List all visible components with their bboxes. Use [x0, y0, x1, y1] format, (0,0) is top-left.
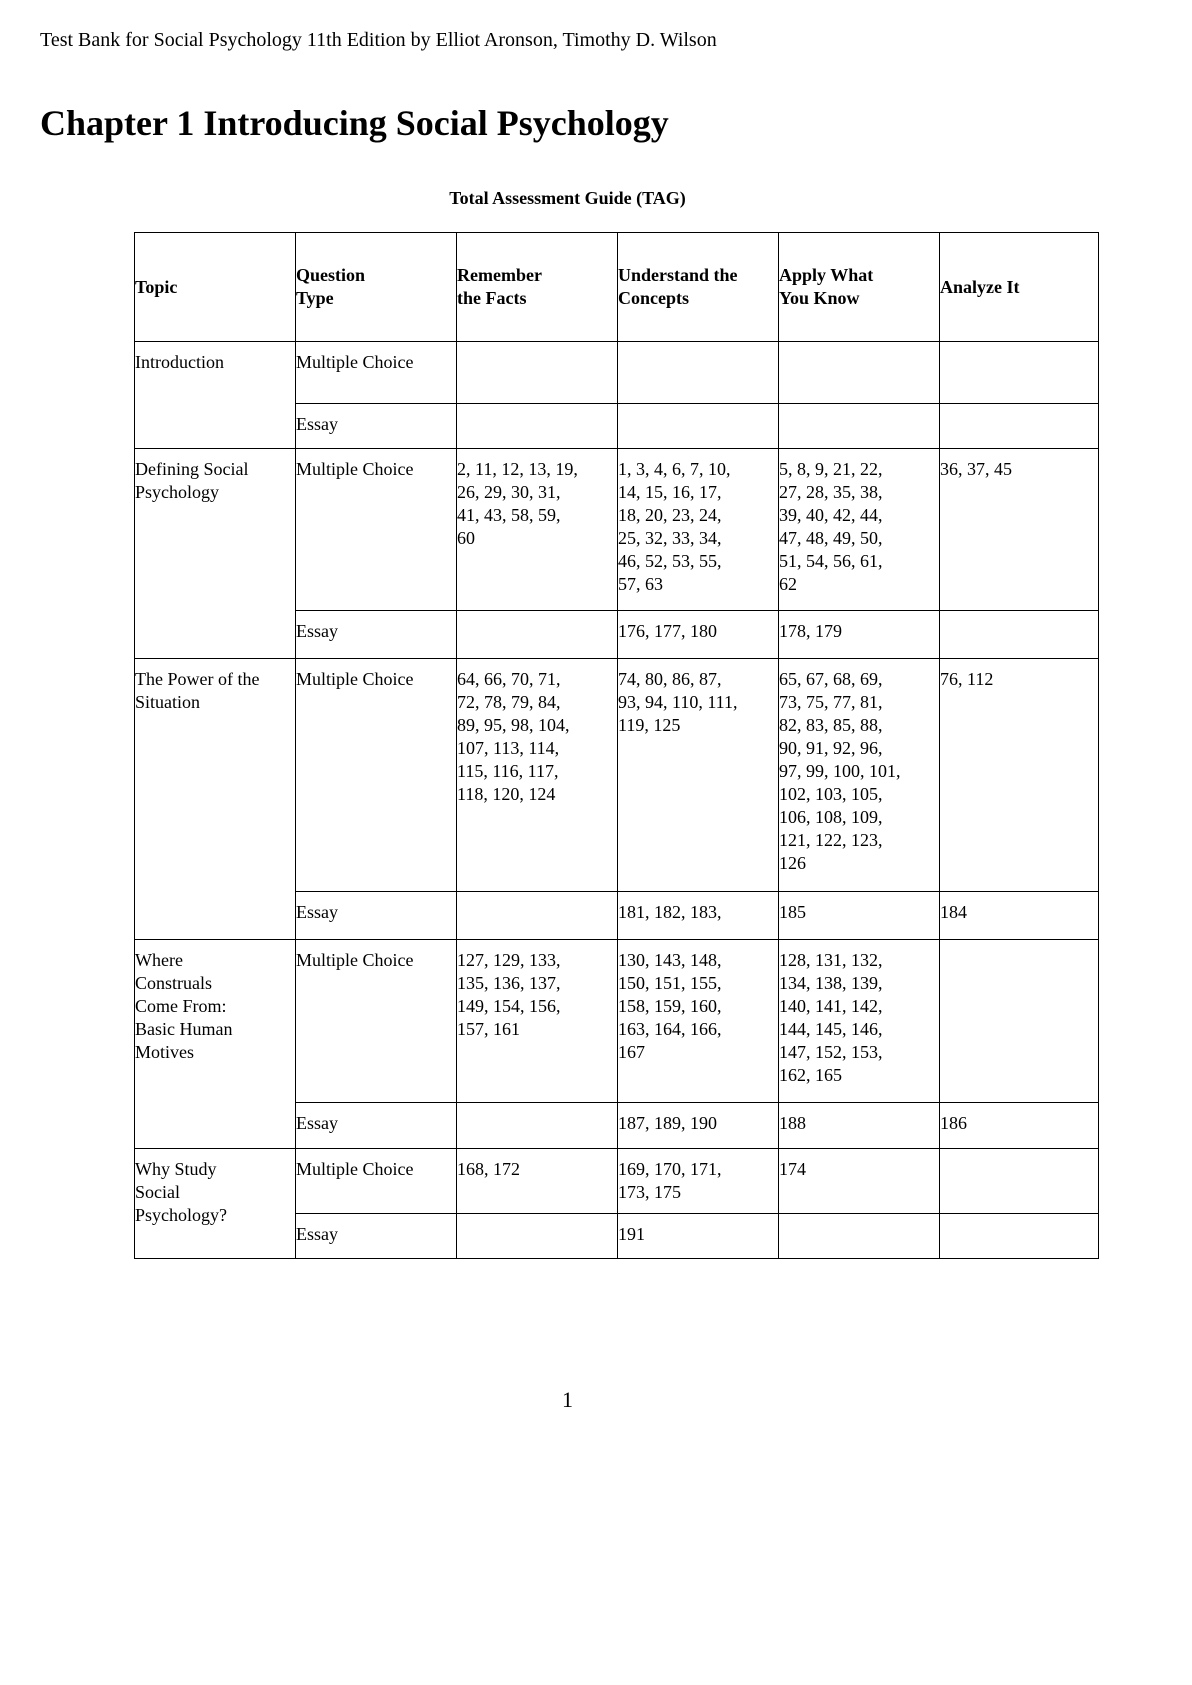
apply-cell: 178, 179 — [779, 611, 940, 659]
header-apply-what-you-know: Apply What You Know — [779, 233, 940, 342]
understand-cell — [618, 404, 779, 449]
question-type-cell: Essay — [296, 892, 457, 940]
table-row — [135, 342, 1099, 404]
analyze-cell: 36, 37, 45 — [940, 449, 1099, 611]
remember-cell — [457, 404, 618, 449]
question-type-cell: Multiple Choice — [296, 659, 457, 892]
analyze-cell: 184 — [940, 892, 1099, 940]
question-type-cell: Multiple Choice — [296, 940, 457, 1103]
understand-cell: 1, 3, 4, 6, 7, 10, 14, 15, 16, 17, 18, 20, 23, 24, 25, 32, 33, 34, 46, 52, 53, 55, 57, 63 — [618, 449, 779, 611]
topic-cell: The Power of the Situation — [135, 659, 296, 940]
apply-cell: 5, 8, 9, 21, 22, 27, 28, 35, 38, 39, 40, 42, 44, 47, 48, 49, 50, 51, 54, 56, 61, 62 — [779, 449, 940, 611]
remember-cell — [457, 892, 618, 940]
apply-cell: 185 — [779, 892, 940, 940]
page-number: 1 — [562, 1387, 573, 1412]
chapter-title: Chapter 1 Introducing Social Psychology — [40, 103, 669, 143]
analyze-cell — [940, 1149, 1099, 1214]
question-type-cell: Multiple Choice — [296, 1149, 457, 1214]
topic-cell: Introduction — [135, 342, 296, 449]
question-type-cell: Essay — [296, 1103, 457, 1149]
question-type-cell: Essay — [296, 611, 457, 659]
apply-cell — [779, 404, 940, 449]
remember-cell: 127, 129, 133, 135, 136, 137, 149, 154, 156, 157, 161 — [457, 940, 618, 1103]
remember-cell — [457, 342, 618, 404]
topic-cell: Where Construals Come From: Basic Human Motives — [135, 940, 296, 1149]
apply-cell: 128, 131, 132, 134, 138, 139, 140, 141, 142, 144, 145, 146, 147, 152, 153, 162, 165 — [779, 940, 940, 1103]
header-topic: Topic — [135, 233, 296, 342]
understand-cell: 191 — [618, 1214, 779, 1259]
table-row — [135, 940, 1099, 1103]
table-caption: Total Assessment Guide (TAG) — [449, 188, 686, 208]
understand-cell: 181, 182, 183, — [618, 892, 779, 940]
question-type-cell: Essay — [296, 404, 457, 449]
question-type-cell: Essay — [296, 1214, 457, 1259]
apply-cell — [779, 1214, 940, 1259]
remember-cell: 2, 11, 12, 13, 19, 26, 29, 30, 31, 41, 43, 58, 59, 60 — [457, 449, 618, 611]
header-remember-the-facts: Remember the Facts — [457, 233, 618, 342]
analyze-cell — [940, 611, 1099, 659]
analyze-cell — [940, 1214, 1099, 1259]
question-type-cell: Multiple Choice — [296, 449, 457, 611]
apply-cell: 188 — [779, 1103, 940, 1149]
understand-cell: 169, 170, 171, 173, 175 — [618, 1149, 779, 1214]
remember-cell: 64, 66, 70, 71, 72, 78, 79, 84, 89, 95, 98, 104, 107, 113, 114, 115, 116, 117, 118, 120, 124 — [457, 659, 618, 892]
table-header-row — [135, 233, 1099, 342]
header-question-type: Question Type — [296, 233, 457, 342]
analyze-cell: 76, 112 — [940, 659, 1099, 892]
table-row — [135, 1149, 1099, 1214]
analyze-cell — [940, 404, 1099, 449]
understand-cell: 130, 143, 148, 150, 151, 155, 158, 159, 160, 163, 164, 166, 167 — [618, 940, 779, 1103]
apply-cell: 174 — [779, 1149, 940, 1214]
running-head: Test Bank for Social Psychology 11th Edition by Elliot Aronson, Timothy D. Wilson — [40, 29, 717, 51]
remember-cell — [457, 1214, 618, 1259]
table-row — [135, 449, 1099, 611]
remember-cell: 168, 172 — [457, 1149, 618, 1214]
question-type-cell: Multiple Choice — [296, 342, 457, 404]
analyze-cell — [940, 940, 1099, 1103]
apply-cell: 65, 67, 68, 69, 73, 75, 77, 81, 82, 83, 85, 88, 90, 91, 92, 96, 97, 99, 100, 101, 102, 103, 105, 106, 108, 109, 121, 122, 123, 126 — [779, 659, 940, 892]
header-understand-the-concepts: Understand the Concepts — [618, 233, 779, 342]
analyze-cell — [940, 342, 1099, 404]
remember-cell — [457, 611, 618, 659]
understand-cell — [618, 342, 779, 404]
understand-cell: 74, 80, 86, 87, 93, 94, 110, 111, 119, 125 — [618, 659, 779, 892]
remember-cell — [457, 1103, 618, 1149]
understand-cell: 187, 189, 190 — [618, 1103, 779, 1149]
topic-cell: Defining Social Psychology — [135, 449, 296, 659]
topic-cell: Why Study Social Psychology? — [135, 1149, 296, 1259]
total-assessment-guide-table — [134, 232, 1099, 1259]
table-row — [135, 659, 1099, 892]
analyze-cell: 186 — [940, 1103, 1099, 1149]
header-analyze-it: Analyze It — [940, 233, 1099, 342]
understand-cell: 176, 177, 180 — [618, 611, 779, 659]
apply-cell — [779, 342, 940, 404]
